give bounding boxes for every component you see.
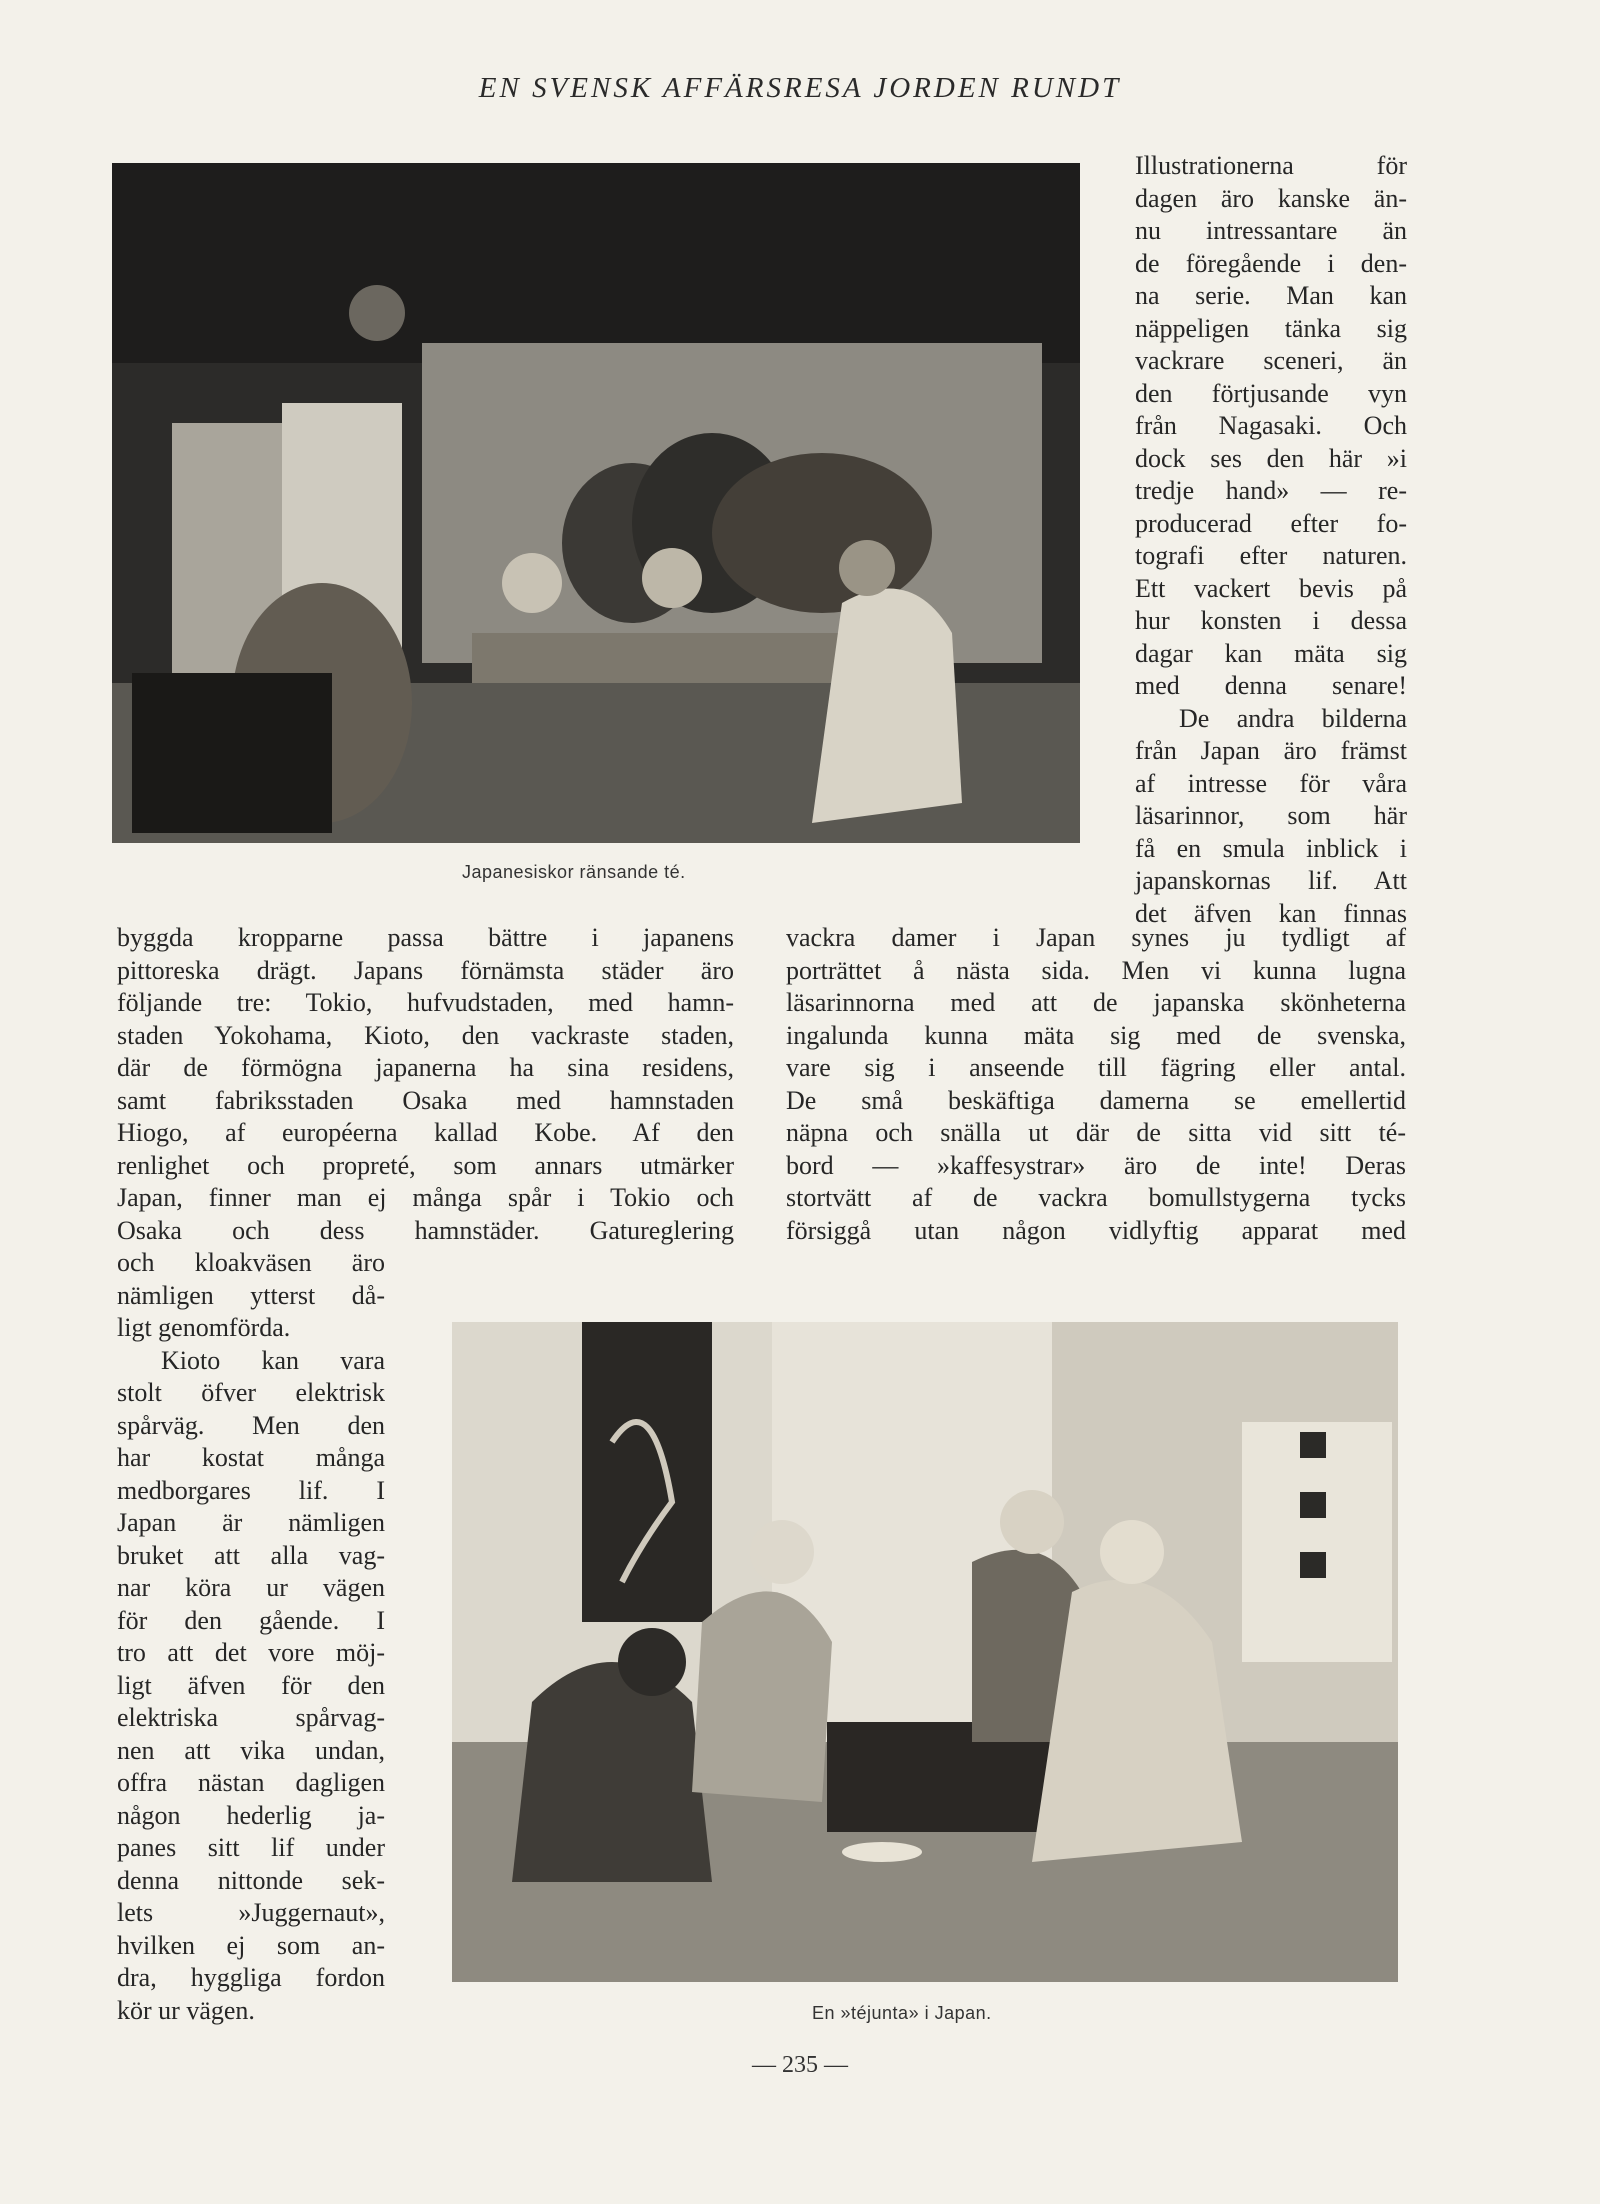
text-line: med denna senare! bbox=[1135, 671, 1407, 700]
text-line: porträttet å nästa sida. Men vi kunna lugna bbox=[786, 955, 1406, 985]
text-line: kör ur vägen. bbox=[117, 1995, 255, 2025]
figure-caption-1: Japanesiskor ränsande té. bbox=[462, 862, 686, 882]
text-line: denna nittonde sek- bbox=[117, 1865, 385, 1895]
text-line: från Nagasaki. Och bbox=[1135, 411, 1407, 440]
text-line: näppeligen tänka sig bbox=[1135, 313, 1407, 343]
text-line: elektriska spårvag- bbox=[117, 1703, 385, 1732]
text-line: för den gående. I bbox=[117, 1605, 385, 1635]
text-line: Hiogo, af européerna kallad Kobe. Af den bbox=[117, 1118, 734, 1147]
text-line: följande tre: Tokio, hufvudstaden, med hamn- bbox=[117, 988, 734, 1017]
text-line: samt fabriksstaden Osaka med hamnstaden bbox=[117, 1085, 734, 1115]
text-left-narrow bbox=[117, 1247, 385, 2027]
text-line: De andra bilderna bbox=[1179, 703, 1407, 733]
text-line: nu intressantare än bbox=[1135, 216, 1407, 245]
text-line: bord — »kaffesystrar» äro de inte! Deras bbox=[786, 1150, 1406, 1180]
figure-caption-2: En »téjunta» i Japan. bbox=[812, 2003, 992, 2023]
text-line: De små beskäftiga damerna se emellertid bbox=[786, 1085, 1406, 1115]
text-line: stortvätt af de vackra bomullstygerna tycks bbox=[786, 1183, 1406, 1212]
photo-tea-sorting bbox=[112, 163, 1080, 843]
text-line: tografi efter naturen. bbox=[1135, 541, 1407, 570]
text-line: lets »Juggernaut», bbox=[117, 1898, 385, 1927]
text-line: ligt äfven för den bbox=[117, 1670, 385, 1700]
text-line: japanskornas lif. Att bbox=[1135, 866, 1407, 895]
text-line: byggda kropparne passa bättre i japanens bbox=[117, 923, 734, 952]
text-line: läsarinnorna med att de japanska skönheterna bbox=[786, 988, 1406, 1017]
text-line: dagen äro kanske än- bbox=[1135, 183, 1407, 213]
text-line: renlighet och propreté, som annars utmärker bbox=[117, 1150, 734, 1180]
page-number: — 235 — bbox=[752, 2052, 848, 2078]
text-line: producerad efter fo- bbox=[1135, 508, 1407, 538]
text-line: tro att det vore möj- bbox=[117, 1638, 385, 1667]
text-line: dra, hyggliga fordon bbox=[117, 1963, 385, 1992]
text-line: nämligen ytterst då- bbox=[117, 1280, 385, 1310]
text-line: Kioto kan vara bbox=[161, 1345, 385, 1375]
text-line: från Japan äro främst bbox=[1135, 736, 1407, 765]
text-line: Osaka och dess hamnstäder. Gatureglering bbox=[117, 1215, 734, 1245]
text-line: tredje hand» — re- bbox=[1135, 476, 1407, 505]
text-line: af intresse för våra bbox=[1135, 768, 1407, 798]
text-left-mid bbox=[117, 922, 734, 1247]
text-line: medborgares lif. I bbox=[117, 1475, 385, 1505]
text-line: ligt genomförda. bbox=[117, 1313, 291, 1342]
text-line: hur konsten i dessa bbox=[1135, 606, 1407, 635]
text-line: hvilken ej som an- bbox=[117, 1930, 385, 1960]
text-line: Japan är nämligen bbox=[117, 1508, 385, 1537]
text-line: vare sig i anseende till fägring eller antal. bbox=[786, 1053, 1406, 1082]
text-line: staden Yokohama, Kioto, den vackraste staden, bbox=[117, 1020, 734, 1050]
text-line: Illustrationerna för bbox=[1135, 151, 1407, 180]
text-line: spårväg. Men den bbox=[117, 1410, 385, 1440]
text-line: läsarinnor, som här bbox=[1135, 801, 1407, 830]
text-line: stolt öfver elektrisk bbox=[117, 1378, 385, 1407]
text-line: panes sitt lif under bbox=[117, 1833, 385, 1862]
text-line: bruket att alla vag- bbox=[117, 1540, 385, 1570]
text-line: ingalunda kunna mäta sig med de svenska, bbox=[786, 1020, 1406, 1050]
text-line: de föregående i den- bbox=[1135, 248, 1407, 278]
text-line: det äfven kan finnas bbox=[1135, 898, 1407, 928]
text-line: vackra damer i Japan synes ju tydligt af bbox=[786, 923, 1406, 952]
photo-tea-party bbox=[452, 1322, 1398, 1982]
text-line: nen att vika undan, bbox=[117, 1735, 385, 1765]
text-line: den förtjusande vyn bbox=[1135, 378, 1407, 408]
text-line: nar köra ur vägen bbox=[117, 1573, 385, 1602]
text-right-mid bbox=[786, 922, 1406, 1247]
text-line: offra nästan dagligen bbox=[117, 1768, 385, 1797]
text-line: någon hederlig ja- bbox=[117, 1800, 385, 1830]
text-line: Ett vackert bevis på bbox=[1135, 573, 1407, 603]
text-line: na serie. Man kan bbox=[1135, 281, 1407, 310]
text-line: har kostat många bbox=[117, 1443, 385, 1472]
text-line: Japan, finner man ej många spår i Tokio och bbox=[117, 1183, 734, 1212]
text-line: försiggå utan någon vidlyftig apparat med bbox=[786, 1215, 1406, 1245]
text-line: pittoreska drägt. Japans förnämsta städer äro bbox=[117, 955, 734, 985]
text-line: och kloakväsen äro bbox=[117, 1248, 385, 1277]
text-line: näpna och snälla ut där de sitta vid sitt té- bbox=[786, 1118, 1406, 1147]
text-line: dock ses den här »i bbox=[1135, 443, 1407, 473]
text-line: få en smula inblick i bbox=[1135, 833, 1407, 863]
text-line: vackrare sceneri, än bbox=[1135, 346, 1407, 375]
text-line: dagar kan mäta sig bbox=[1135, 638, 1407, 668]
text-line: där de förmögna japanerna ha sina residens, bbox=[117, 1053, 734, 1082]
running-header: EN SVENSK AFFÄRSRESA JORDEN RUNDT bbox=[478, 72, 1122, 104]
text-right-top bbox=[1135, 150, 1407, 930]
